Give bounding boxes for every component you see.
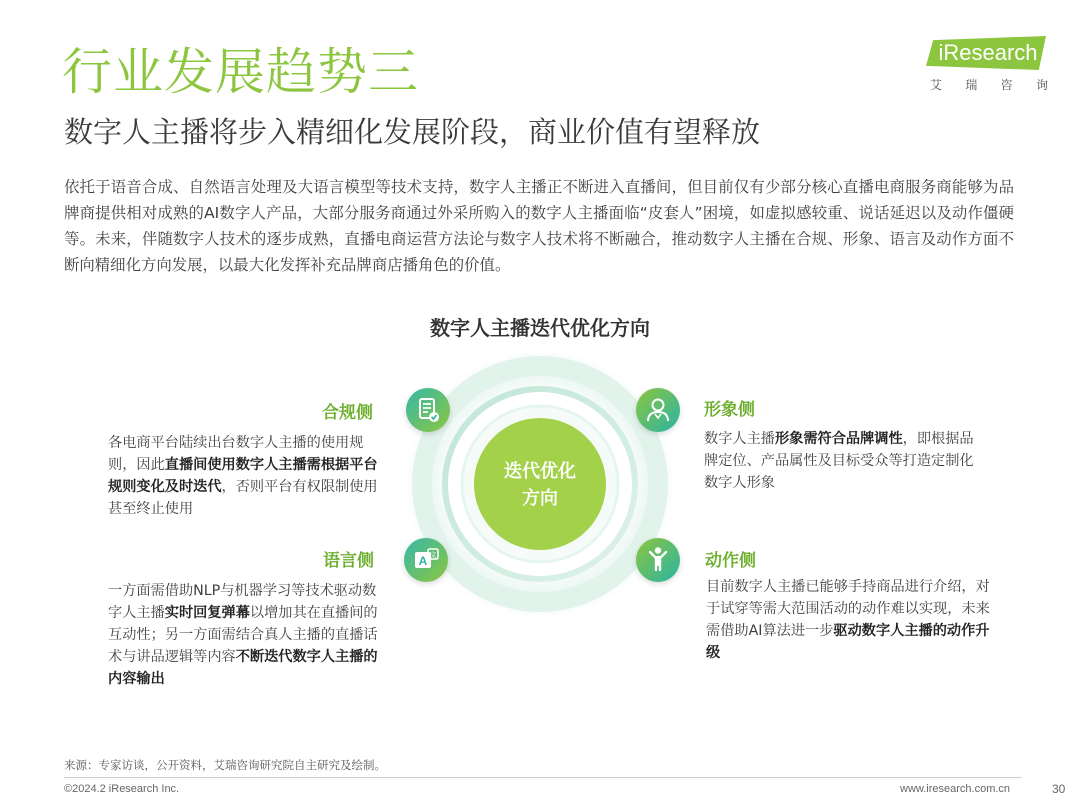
svg-text:A: A [418, 554, 428, 568]
intro-paragraph: 依托于语音合成、自然语言处理及大语言模型等技术支持，数字人主播正不断进入直播间，但目前仅有少部分核心直播电商服务商能够为品牌商提供相对成熟的AI数字人产品，大部分服务商通过外采所购入的数字人主播面临“皮套人”困境，如虚拟感较重、说话延迟以及动作僵硬等。未来，伴随数字人技术的逐步成熟，直播电商运营方法论与数字人技术将不断融合，推动数字人主播在合规、形象、语言及动作方面不断向精细化方向发展，以最大化发挥补充品牌商店播角色的价值。 [64, 178, 1014, 274]
para-image [704, 428, 978, 494]
motion-icon [636, 538, 680, 582]
bold-text: 形象需符合品牌调性 [774, 431, 903, 447]
website: www.iresearch.com.cn [900, 783, 1011, 795]
center-line-1: 迭代优化 [504, 461, 576, 482]
para-action [706, 576, 996, 664]
translate-icon [404, 538, 448, 582]
text-segment: 数字人主播 [704, 431, 775, 447]
logo-cn-char: 询 [1035, 78, 1048, 92]
logo-cn-char: 艾 [930, 78, 943, 92]
document-icon [406, 388, 450, 432]
para-language [108, 580, 384, 690]
label-action: 动作侧 [705, 551, 756, 571]
footer-divider [64, 777, 1022, 778]
logo-text: iResearch [938, 40, 1038, 65]
para-compliance [108, 432, 384, 520]
label-compliance: 合规侧 [322, 403, 373, 423]
logo-cn-char: 瑞 [965, 78, 978, 92]
label-image: 形象侧 [704, 400, 755, 420]
text-segment: 以增加其在直播间的互动性；另一方面需结合真人主播的直播话术与讲品逻辑等内容 [108, 605, 378, 665]
text-segment: 各电商平台陆续出台数字人主播的使用规则，因此 [108, 435, 364, 473]
copyright: ©2024.2 iResearch Inc. [64, 783, 180, 795]
page-subtitle: 数字人主播将步入精细化发展阶段，商业价值有望释放 [64, 115, 761, 149]
center-label [480, 458, 600, 512]
bold-text: 直播间使用数字人主播需根据平台规则变化及时迭代 [108, 457, 378, 495]
bold-text: 不断迭代数字人主播的内容输出 [108, 649, 378, 687]
svg-text:文: 文 [429, 551, 437, 559]
text-segment: 目前数字人主播已能够手持商品进行介绍，对于试穿等需大范围活动的动作难以实现，未来需借助AI算法进一步 [706, 579, 990, 639]
page-title: 行业发展趋势三 [62, 43, 419, 101]
logo-cn-char: 咨 [1000, 78, 1013, 92]
text-segment: ，否则平台有权限制使用甚至终止使用 [108, 479, 378, 517]
bold-text: 实时回复弹幕 [164, 605, 250, 621]
center-line-2: 方向 [522, 488, 558, 509]
label-language: 语言侧 [323, 551, 374, 571]
page-number: 30 [1052, 782, 1066, 796]
bold-text: 驱动数字人主播的动作升级 [706, 623, 990, 661]
diagram-title: 数字人主播迭代优化方向 [430, 316, 650, 340]
source-note: 来源：专家访谈，公开资料，艾瑞咨询研究院自主研究及绘制。 [64, 758, 386, 772]
text-segment: ，即根据品牌定位、产品属性及目标受众等打造定制化数字人形象 [704, 431, 974, 491]
person-icon [636, 388, 680, 432]
text-segment: 一方面需借助NLP与机器学习等技术驱动数字人主播 [108, 583, 377, 621]
